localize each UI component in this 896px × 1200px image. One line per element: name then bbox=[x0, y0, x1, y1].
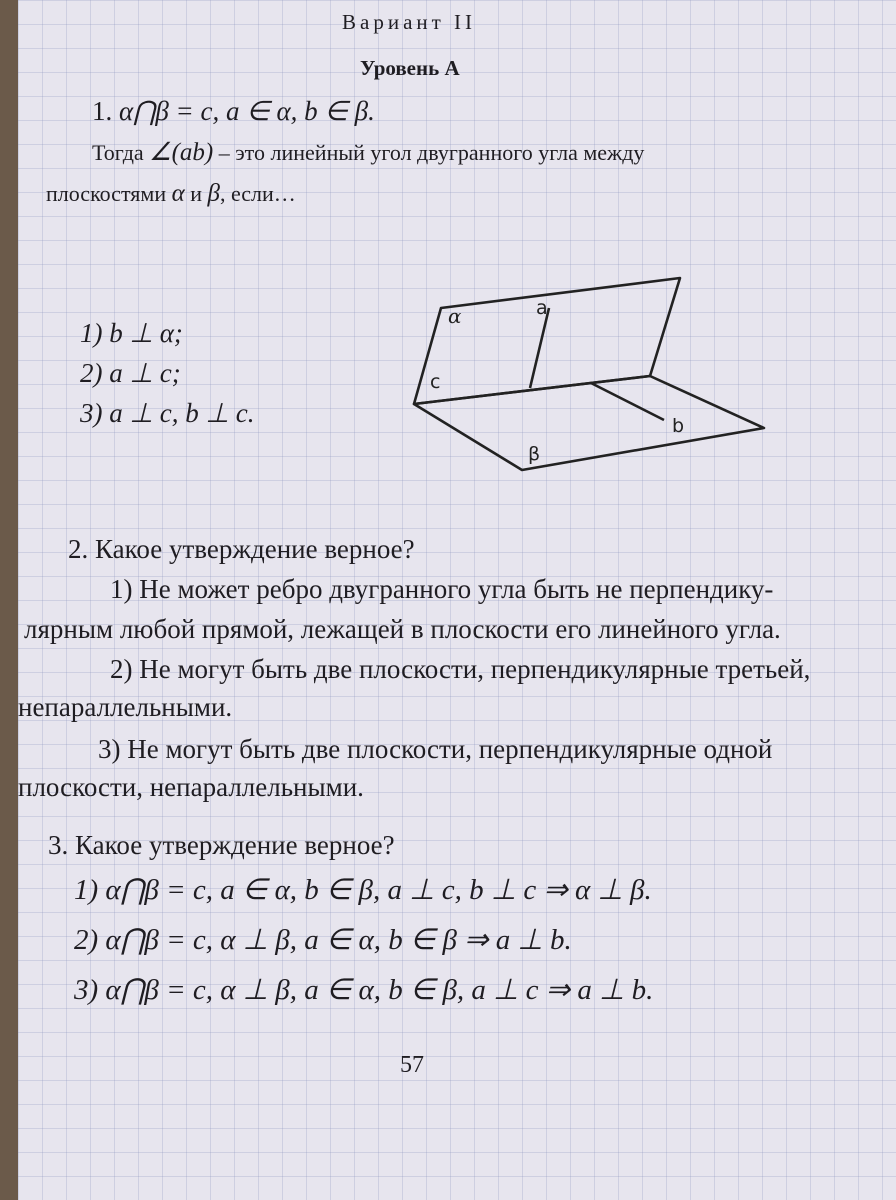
figure-label-beta: β bbox=[528, 443, 541, 465]
line-a bbox=[530, 308, 549, 388]
q2-option-3-line1: 3) Не могут быть две плоскости, перпендикулярные одной bbox=[98, 734, 773, 764]
page-number: 57 bbox=[400, 1052, 424, 1078]
variant-heading: Вариант II bbox=[342, 10, 477, 34]
q1-text-line1 bbox=[92, 137, 644, 167]
q2-option-1-line1: 1) Не может ребро двугранного угла быть не перпендику- bbox=[110, 574, 774, 604]
plane-beta bbox=[414, 376, 764, 470]
figure-label-a: a bbox=[536, 297, 548, 319]
figure-label-b: b bbox=[672, 415, 685, 437]
q3-option-1: 1) α⋂β = c, a ∈ α, b ∈ β, a ⊥ c, b ⊥ c ⇒ α ⊥ β. bbox=[74, 874, 652, 906]
q1-option-2: 2) a ⊥ c; bbox=[80, 358, 181, 388]
q2-option-2-line1: 2) Не могут быть две плоскости, перпендикулярные третьей, bbox=[110, 654, 811, 684]
q1-condition-math: α⋂β = c, a ∈ α, b ∈ β. bbox=[119, 96, 375, 126]
q1-and: и bbox=[184, 181, 208, 206]
q1-angle: ∠(ab) bbox=[149, 139, 214, 166]
figure-label-alpha: α bbox=[448, 304, 462, 328]
q3-title: 3. Какое утверждение верное? bbox=[48, 830, 395, 860]
q1-text-planes: плоскостями bbox=[46, 181, 167, 206]
q2-option-3-line2: плоскости, непараллельными. bbox=[18, 772, 364, 802]
q1-text-line2 bbox=[46, 180, 296, 208]
q2-option-1-line2: лярным любой прямой, лежащей в плоскости его линейного угла. bbox=[24, 614, 781, 644]
q1-text-if: , если… bbox=[219, 181, 296, 206]
q2-option-2-line2: непараллельными. bbox=[18, 692, 233, 722]
q3-option-3: 3) α⋂β = c, α ⊥ β, a ∈ α, b ∈ β, a ⊥ c ⇒ a ⊥ b. bbox=[74, 974, 654, 1006]
q1-condition bbox=[92, 96, 375, 127]
q1-number: 1. bbox=[92, 96, 113, 126]
textbook-page bbox=[18, 0, 896, 1200]
q1-beta: β bbox=[207, 180, 220, 207]
q1-alpha: α bbox=[171, 180, 185, 207]
q1-text-dihedral: – это линейный угол двугранного угла между bbox=[213, 140, 645, 165]
q1-option-1: 1) b ⊥ α; bbox=[80, 318, 183, 348]
figure-label-c: c bbox=[430, 371, 441, 393]
q2-title: 2. Какое утверждение верное? bbox=[68, 534, 415, 564]
level-heading: Уровень А bbox=[360, 56, 460, 80]
line-b bbox=[591, 383, 664, 420]
q3-option-2: 2) α⋂β = c, α ⊥ β, a ∈ α, b ∈ β ⇒ a ⊥ b. bbox=[74, 924, 572, 956]
q1-text-then: Тогда bbox=[92, 140, 144, 165]
q1-option-3: 3) a ⊥ c, b ⊥ c. bbox=[80, 398, 255, 428]
dihedral-angle-figure bbox=[396, 268, 796, 478]
